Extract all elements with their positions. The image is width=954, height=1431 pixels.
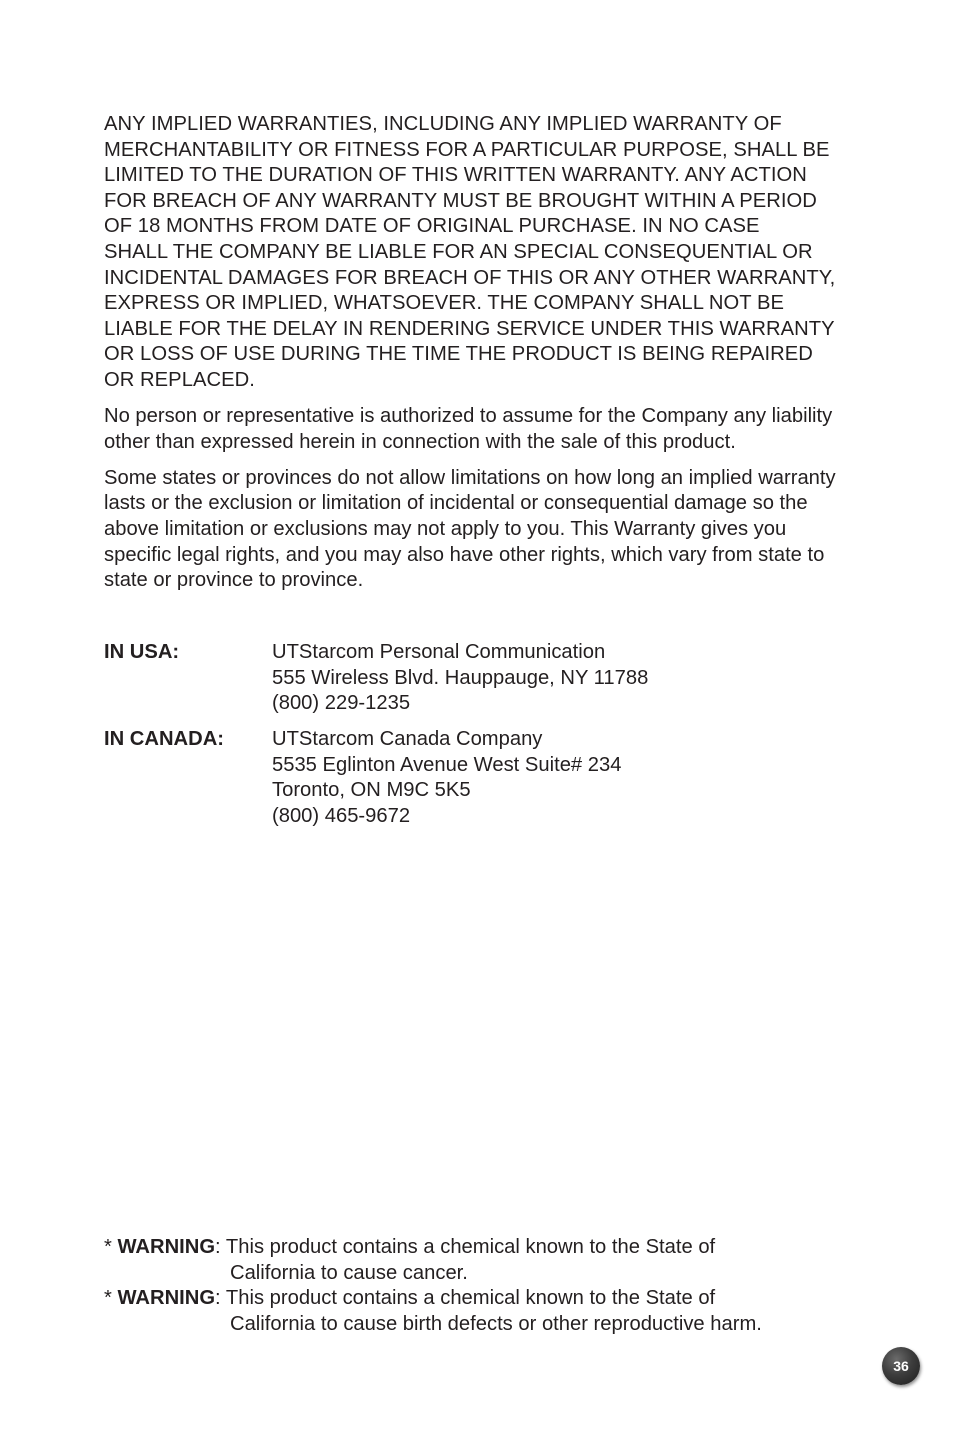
contact-usa-company: UTStarcom Personal Communication (272, 641, 606, 663)
implied-warranty-paragraph: ANY IMPLIED WARRANTIES, INCLUDING ANY IMPLIED WARRANTY OF MERCHANTABILITY OR FITNESS FOR A PARTICULAR PURPOSE, SHALL BE LIMITED TO THE DURATION OF THIS WRITTEN WARRANTY. ANY ACTION FOR BREACH OF ANY WARRANTY MUST BE BROUGHT WITHIN A PERIOD OF 18 MONTHS FROM DATE OF ORIGINAL PURCHASE. IN NO CASE SHALL THE COMPANY BE LIABLE FOR AN SPECIAL CONSEQUENTIAL OR INCIDENTAL DAMAGES FOR BREACH OF THIS OR ANY OTHER WARRANTY, EXPRESS OR IMPLIED, WHATSOEVER. THE COMPANY SHALL NOT BE LIABLE FOR THE DELAY IN RENDERING SERVICE UNDER THIS WARRANTY OR LOSS OF USE DURING THE TIME THE PRODUCT IS BEING REPAIRED OR REPLACED. (104, 113, 836, 391)
contact-usa-street: 555 Wireless Blvd. Hauppauge, NY 11788 (272, 666, 649, 689)
warranty-text-block (104, 112, 884, 604)
contact-addresses (104, 640, 884, 840)
contact-usa (104, 640, 884, 717)
contact-canada-city: Toronto, ON M9C 5K5 (272, 779, 471, 802)
warning-text: : This product contains a chemical known to the State of (215, 1287, 716, 1310)
contact-usa-label: IN USA: (104, 641, 180, 663)
contact-canada (104, 727, 884, 829)
warning-cancer (104, 1235, 884, 1261)
warning-label: WARNING (117, 1287, 216, 1310)
warning-asterisk: * (104, 1236, 118, 1258)
warnings-block (104, 1235, 884, 1337)
state-limitations-paragraph: Some states or provinces do not allow limitations on how long an implied warranty lasts or the exclusion or limitation of incidental or consequential damage so the above limitation or exclusions may not apply to you. This Warranty gives you specific legal rights, and you may also have other rights, which vary from state to state or province to province. (104, 466, 836, 592)
contact-canada-street: 5535 Eglinton Avenue West Suite# 234 (272, 753, 622, 776)
contact-usa-phone: (800) 229-1235 (272, 692, 411, 715)
contact-canada-company: UTStarcom Canada Company (272, 728, 543, 751)
page-number-badge: 36 (882, 1347, 920, 1385)
contact-canada-label: IN CANADA: (104, 728, 224, 751)
warning-birth-defects (104, 1286, 884, 1312)
warning-asterisk: * (104, 1287, 118, 1310)
warning-label: WARNING (117, 1236, 216, 1258)
contact-canada-address (272, 727, 621, 829)
warning-continuation: California to cause birth defects or other reproductive harm. (230, 1312, 762, 1335)
representative-paragraph: No person or representative is authorized to assume for the Company any liability other than expressed herein in connection with the sale of this product. (104, 405, 833, 453)
warning-continuation: California to cause cancer. (230, 1261, 468, 1284)
contact-usa-address (272, 640, 648, 717)
warning-text: : This product contains a chemical known to the State of (215, 1236, 716, 1258)
contact-canada-phone: (800) 465-9672 (272, 805, 411, 828)
